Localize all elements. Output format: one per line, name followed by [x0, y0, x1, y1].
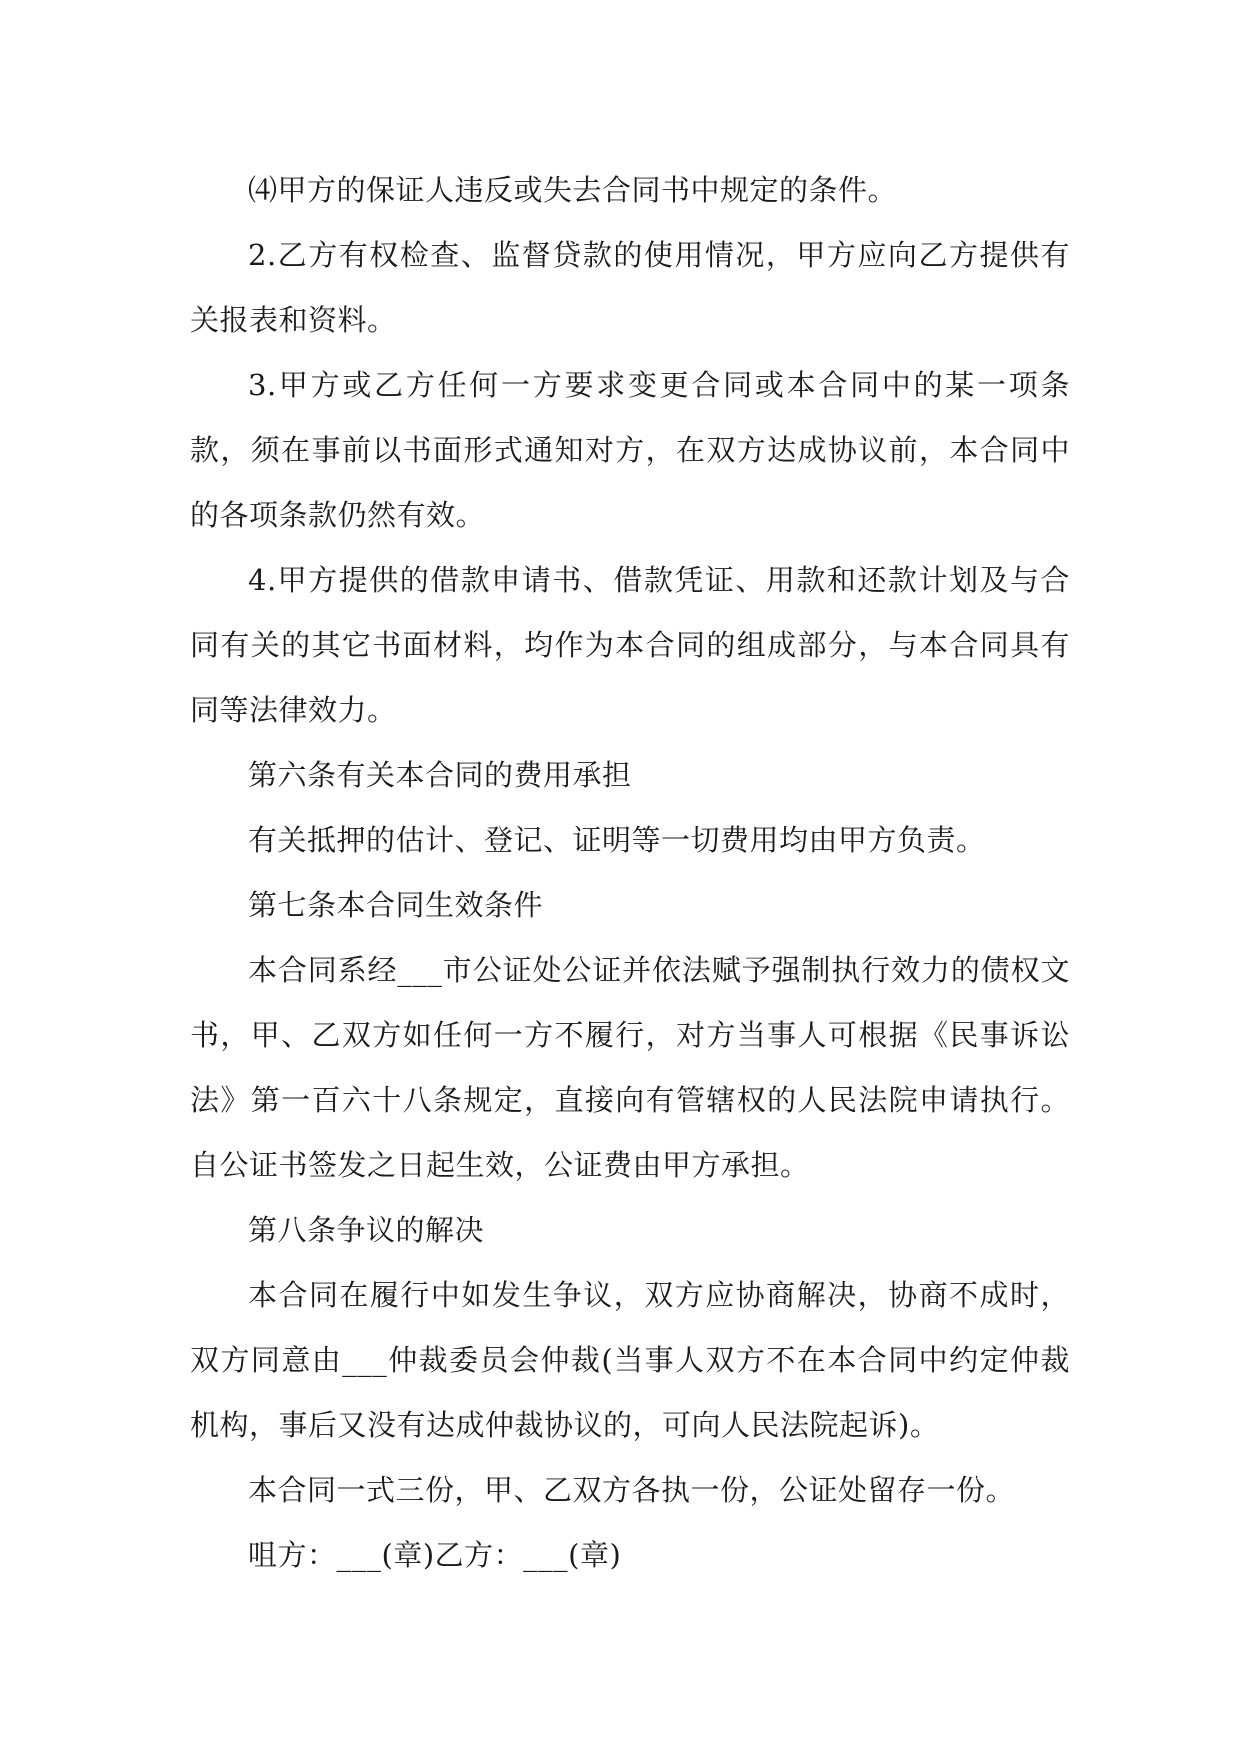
article-eight-heading: 第八条争议的解决: [248, 1213, 485, 1247]
article-seven-heading: 第七条本合同生效条件: [248, 888, 544, 922]
signature-line: 咀方：___(章)乙方：___(章): [248, 1538, 622, 1572]
document-body: [190, 158, 1070, 1588]
paragraph-fees: 有关抵押的估计、登记、证明等一切费用均由甲方负责。: [248, 823, 986, 857]
article-six-heading: 第六条有关本合同的费用承担: [248, 758, 632, 792]
paragraph-inspection-right: 2.乙方有权检查、监督贷款的使用情况，甲方应向乙方提供有关报表和资料。: [190, 238, 1070, 337]
paragraph-copies: 本合同一式三份，甲、乙双方各执一份，公证处留存一份。: [248, 1473, 1016, 1507]
paragraph-effective-conditions: 本合同系经___市公证处公证并依法赋予强制执行效力的债权文书，甲、乙双方如任何一方不履行，对方当事人可根据《民事诉讼法》第一百六十八条规定，直接向有管辖权的人民法院申请执行。自公证书签发之日起生效，公证费由甲方承担。: [190, 953, 1070, 1182]
paragraph-dispute-resolution: 本合同在履行中如发生争议，双方应协商解决，协商不成时，双方同意由___仲裁委员会仲裁(当事人双方不在本合同中约定仲裁机构，事后又没有达成仲裁协议的，可向人民法院起诉)。: [190, 1278, 1070, 1442]
paragraph-contract-change: 3.甲方或乙方任何一方要求变更合同或本合同中的某一项条款，须在事前以书面形式通知对方，在双方达成协议前，本合同中的各项条款仍然有效。: [190, 368, 1070, 532]
paragraph-guarantor-condition: ⑷甲方的保证人违反或失去合同书中规定的条件。: [248, 173, 898, 207]
paragraph-contract-materials: 4.甲方提供的借款申请书、借款凭证、用款和还款计划及与合同有关的其它书面材料，均作为本合同的组成部分，与本合同具有同等法律效力。: [190, 563, 1070, 727]
